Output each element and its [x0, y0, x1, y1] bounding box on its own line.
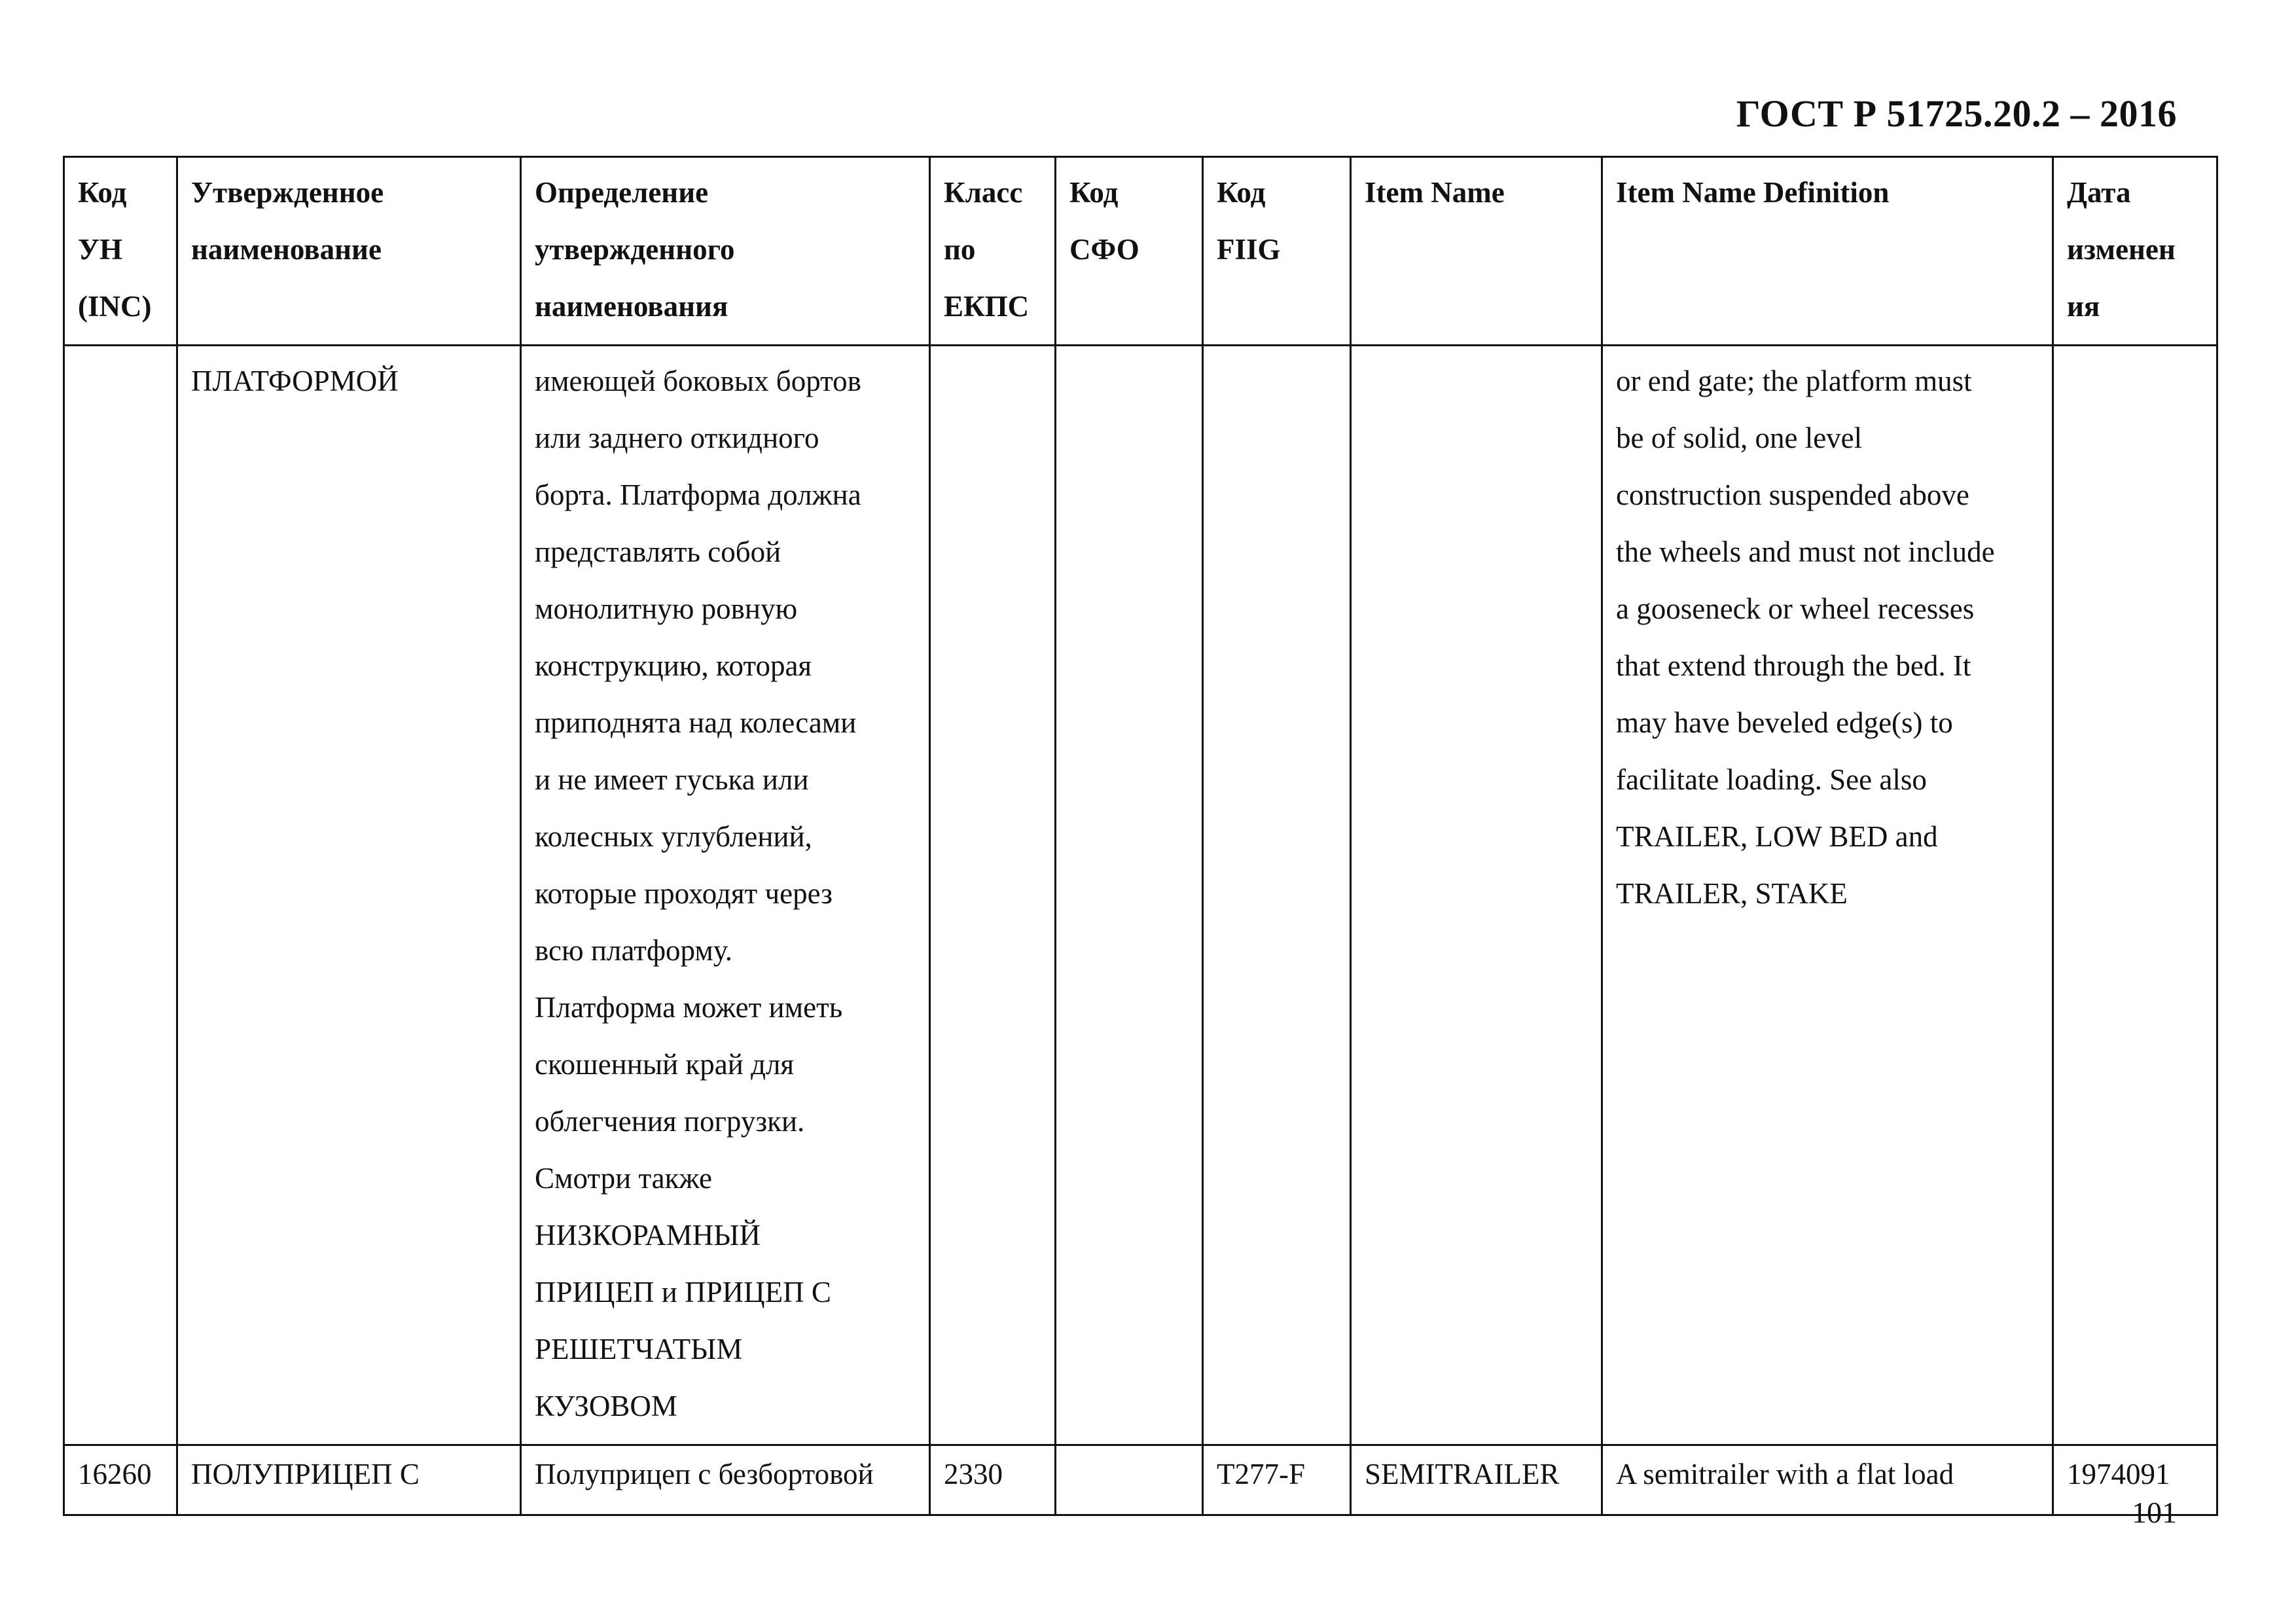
cell-text-line: ПЛАТФОРМОЙ — [191, 365, 399, 397]
cell-text-line: всю платформу. — [535, 934, 733, 967]
header-line: по — [944, 233, 976, 266]
column-header-item-name — [1351, 157, 1602, 346]
header-line: Утвержденное — [191, 176, 384, 209]
header-line: ЕКПС — [944, 290, 1030, 323]
cell-text-line: 2330 — [944, 1458, 1003, 1490]
cell-ekps-class — [930, 346, 1056, 1445]
cell-text-line: that extend through the bed. It — [1616, 649, 1971, 682]
header-line: СФО — [1069, 233, 1139, 266]
cell-text-line: скошенный край для — [535, 1048, 795, 1081]
table-row — [64, 1445, 2217, 1515]
nomenclature-table — [63, 156, 2218, 1516]
cell-inc-code — [64, 1445, 177, 1515]
header-line: изменен — [2067, 233, 2176, 266]
cell-text-line: 16260 — [78, 1458, 152, 1490]
header-line: Item Name Definition — [1616, 176, 1890, 209]
cell-text-line: и не имеет гуська или — [535, 763, 809, 796]
cell-text-line: Смотри также — [535, 1162, 712, 1195]
cell-text-line: TRAILER, STAKE — [1616, 877, 1848, 910]
header-line: Дата — [2067, 176, 2131, 209]
cell-text-line: ПРИЦЕП и ПРИЦЕП С — [535, 1276, 831, 1308]
cell-item-name — [1351, 346, 1602, 1445]
cell-text-line: РЕШЕТЧАТЫМ — [535, 1333, 743, 1365]
cell-approved-name — [177, 346, 521, 1445]
header-line: Код — [78, 176, 127, 209]
cell-text-line: may have beveled edge(s) to — [1616, 706, 1953, 739]
cell-approved-name-definition — [521, 1445, 930, 1515]
column-header-ekps-class — [930, 157, 1056, 346]
header-line: наименование — [191, 233, 382, 266]
column-header-item-name-definition — [1602, 157, 2053, 346]
cell-text-line: A semitrailer with a flat load — [1616, 1458, 1954, 1490]
header-line: Код — [1217, 176, 1266, 209]
cell-text-line: облегчения погрузки. — [535, 1105, 805, 1138]
cell-text-line: приподнята над колесами — [535, 706, 857, 739]
header-line: наименования — [535, 290, 728, 323]
header-line: Item Name — [1365, 176, 1505, 209]
cell-inc-code — [64, 346, 177, 1445]
cell-text-line: facilitate loading. See also — [1616, 763, 1927, 796]
header-line: утвержденного — [535, 233, 735, 266]
cell-change-date — [2053, 346, 2217, 1445]
column-header-approved-name — [177, 157, 521, 346]
cell-ekps-class — [930, 1445, 1056, 1515]
cell-text-line: конструкцию, которая — [535, 649, 812, 682]
table-header-row — [64, 157, 2217, 346]
header-line: FIIG — [1217, 233, 1281, 266]
header-line: Код — [1069, 176, 1119, 209]
cell-text-line: представлять собой — [535, 535, 781, 568]
cell-text-line: the wheels and must not include — [1616, 535, 1995, 568]
cell-sfo-code — [1056, 1445, 1203, 1515]
cell-text-line: Полуприцеп с безбортовой — [535, 1458, 874, 1490]
cell-text-line: or end gate; the platform must — [1616, 365, 1972, 397]
cell-item-name-definition — [1602, 1445, 2053, 1515]
cell-sfo-code — [1056, 346, 1203, 1445]
cell-fiig-code — [1203, 346, 1351, 1445]
cell-text-line: ПОЛУПРИЦЕП С — [191, 1458, 420, 1490]
header-line: ия — [2067, 290, 2100, 323]
header-line: Определение — [535, 176, 709, 209]
cell-text-line: которые проходят через — [535, 877, 833, 910]
cell-text-line: НИЗКОРАМНЫЙ — [535, 1219, 761, 1252]
document-standard-title: ГОСТ Р 51725.20.2 – 2016 — [1736, 92, 2177, 135]
column-header-fiig-code — [1203, 157, 1351, 346]
header-line: (INC) — [78, 290, 152, 323]
cell-text-line: КУЗОВОМ — [535, 1390, 677, 1422]
header-line: УН — [78, 233, 123, 266]
column-header-change-date — [2053, 157, 2217, 346]
column-header-approved-name-definition — [521, 157, 930, 346]
header-line: Класс — [944, 176, 1023, 209]
cell-text-line: a gooseneck or wheel recesses — [1616, 592, 1975, 625]
cell-text-line: T277-F — [1217, 1458, 1305, 1490]
cell-text-line: Платформа может иметь — [535, 991, 843, 1024]
cell-text-line: борта. Платформа должна — [535, 478, 861, 511]
cell-text-line: be of solid, one level — [1616, 422, 1863, 454]
cell-fiig-code — [1203, 1445, 1351, 1515]
cell-text-line: TRAILER, LOW BED and — [1616, 820, 1938, 853]
cell-text-line: SEMITRAILER — [1365, 1458, 1560, 1490]
cell-text-line: монолитную ровную — [535, 592, 798, 625]
cell-text-line: колесных углублений, — [535, 820, 812, 853]
cell-approved-name — [177, 1445, 521, 1515]
cell-text-line: имеющей боковых бортов — [535, 365, 861, 397]
cell-text-line: construction suspended above — [1616, 478, 1969, 511]
cell-text-line: или заднего откидного — [535, 422, 819, 454]
table-row — [64, 346, 2217, 1445]
cell-approved-name-definition — [521, 346, 930, 1445]
page-number: 101 — [2132, 1496, 2177, 1529]
column-header-inc-code — [64, 157, 177, 346]
column-header-sfo-code — [1056, 157, 1203, 346]
cell-item-name-definition — [1602, 346, 2053, 1445]
cell-item-name — [1351, 1445, 1602, 1515]
cell-text-line: 1974091 — [2067, 1458, 2170, 1490]
